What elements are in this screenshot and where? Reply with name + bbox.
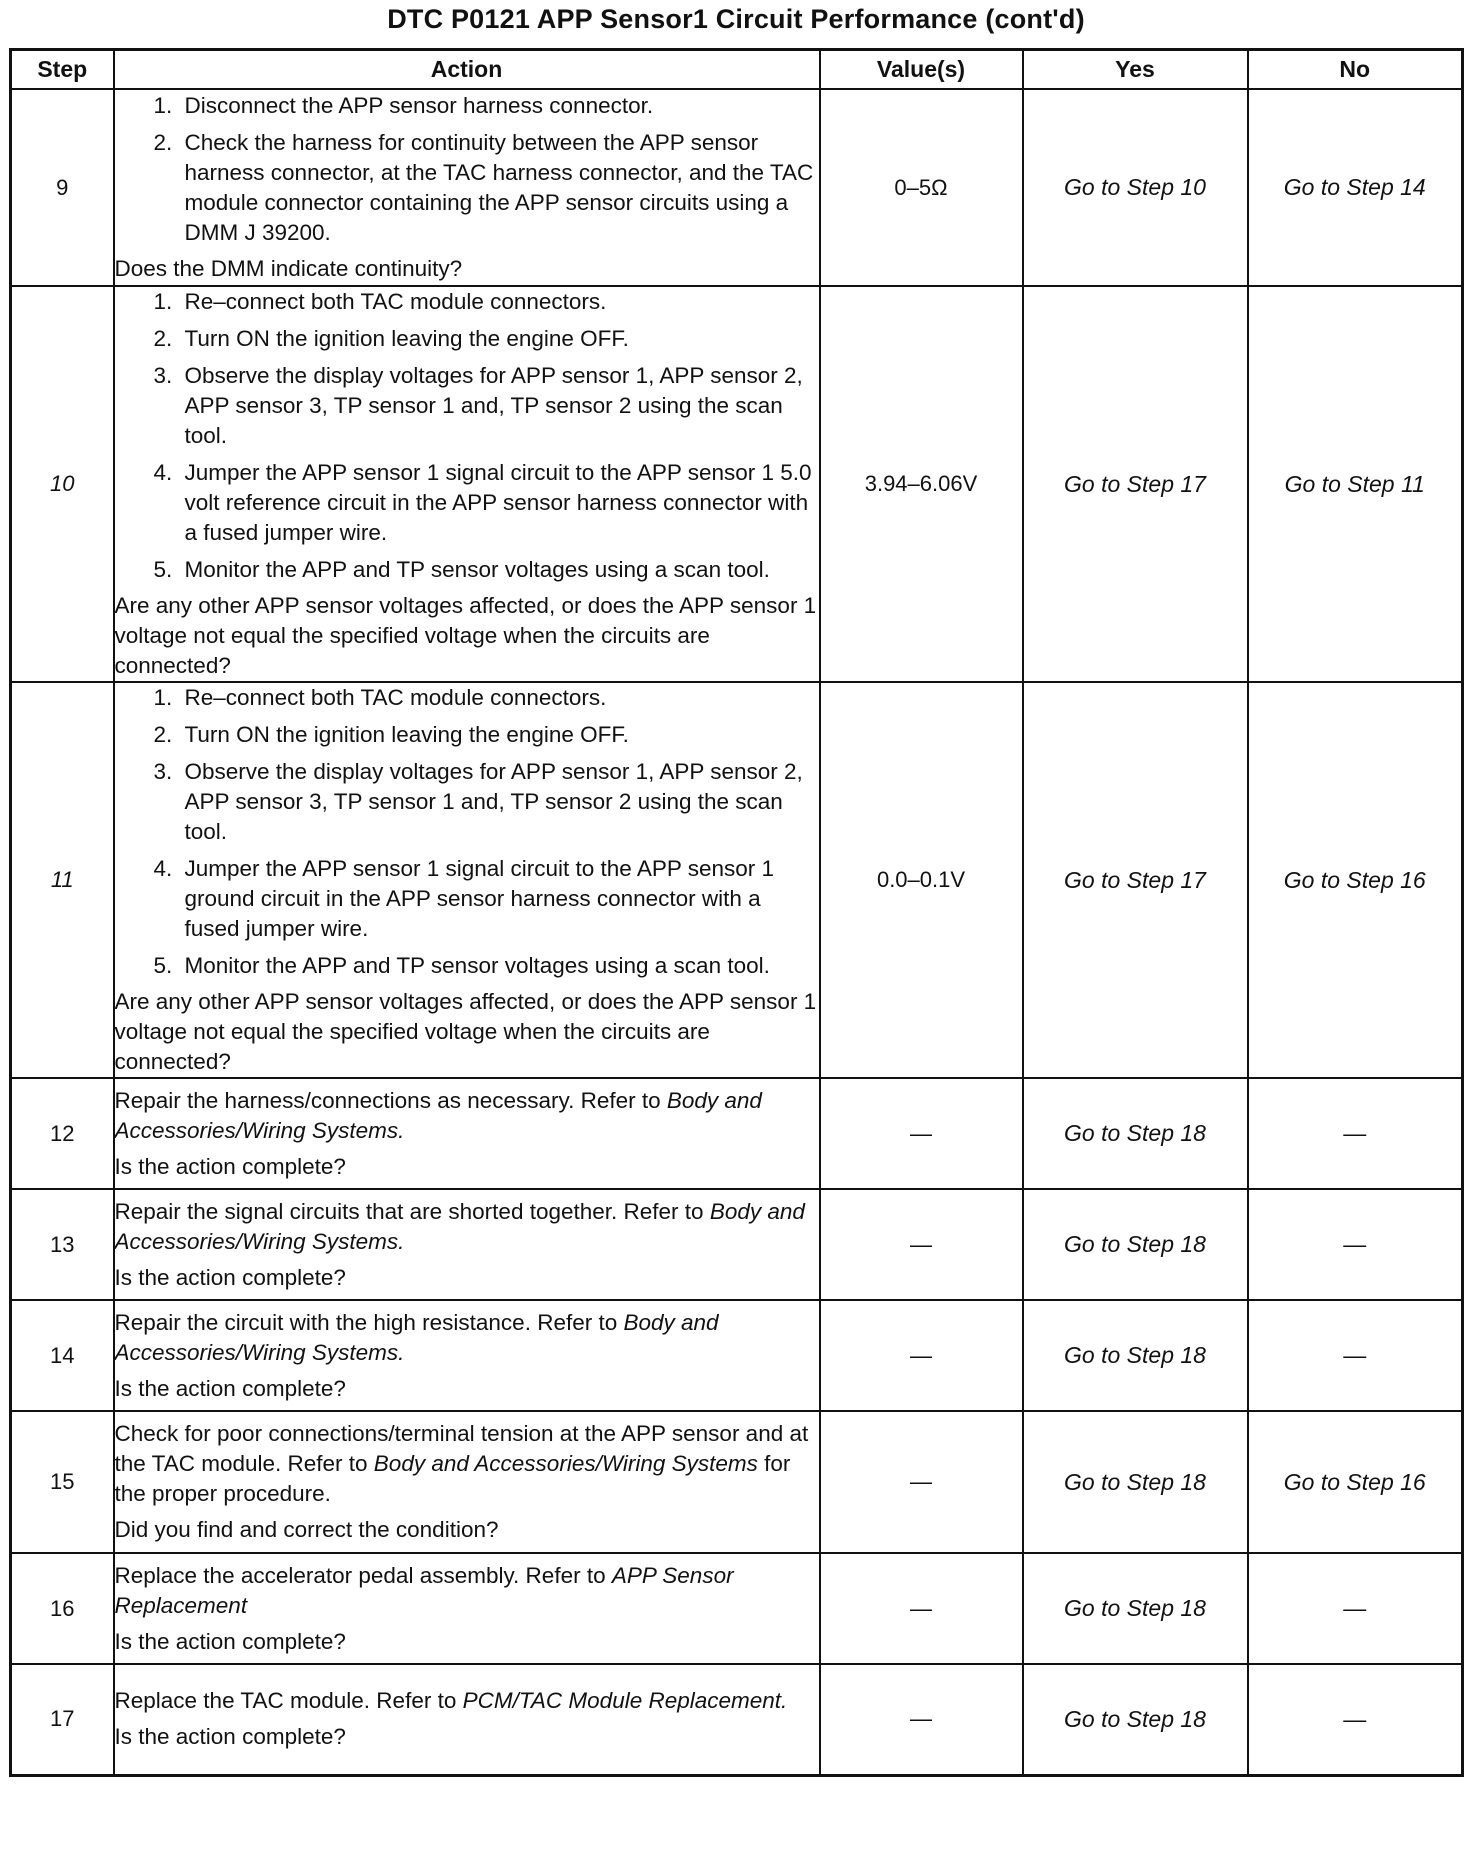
yes-cell: Go to Step 17 xyxy=(1023,682,1248,1078)
action-question: Is the action complete? xyxy=(114,1375,346,1401)
no-cell: — xyxy=(1248,1078,1463,1189)
table-row xyxy=(11,1553,1463,1664)
header-no: No xyxy=(1248,50,1463,90)
step-number: 17 xyxy=(11,1664,114,1775)
procedure-step: 3. Observe the display voltages for APP sensor 1, APP sensor 2, APP sensor 3, TP sensor 1 and, TP sensor 2 using the scan tool. xyxy=(179,361,819,451)
value-cell: — xyxy=(820,1411,1023,1553)
yes-cell: Go to Step 18 xyxy=(1023,1553,1248,1664)
no-cell: — xyxy=(1248,1553,1463,1664)
reference-link[interactable]: APP Sensor Replacement xyxy=(114,1562,734,1618)
action-question: Does the DMM indicate continuity? xyxy=(114,256,463,281)
action-text-lead: Check for poor connections/terminal tension at the APP sensor and at the TAC module. Refer to xyxy=(114,1421,809,1476)
action-question: Are any other APP sensor voltages affected, or does the APP sensor 1 voltage not equal the specified voltage when the circuits are connected? xyxy=(114,989,817,1074)
no-cell: — xyxy=(1248,1189,1463,1300)
procedure-step: 5. Monitor the APP and TP sensor voltages using a scan tool. xyxy=(179,951,819,981)
action-text xyxy=(115,1086,819,1146)
action-text xyxy=(115,1308,819,1368)
action-text xyxy=(115,1419,819,1509)
step-number: 14 xyxy=(11,1300,114,1411)
action-question: Are any other APP sensor voltages affected, or does the APP sensor 1 voltage not equal the specified voltage when the circuits are connected? xyxy=(114,593,817,678)
no-cell: Go to Step 11 xyxy=(1248,286,1463,682)
reference-link[interactable]: PCM/TAC Module Replacement. xyxy=(462,1688,788,1714)
header-step: Step xyxy=(11,50,114,90)
action-question: Is the action complete? xyxy=(114,1724,346,1750)
value-cell: — xyxy=(820,1664,1023,1775)
page-title: DTC P0121 APP Sensor1 Circuit Performance (cont'd) xyxy=(387,4,1085,34)
no-cell: — xyxy=(1248,1300,1463,1411)
action-cell xyxy=(114,1553,820,1664)
table-row xyxy=(11,1189,1463,1300)
value-cell: — xyxy=(820,1300,1023,1411)
step-number: 10 xyxy=(11,286,114,682)
action-text-tail: for the proper procedure. xyxy=(114,1451,791,1506)
table-row xyxy=(11,682,1463,1078)
action-cell xyxy=(114,1300,820,1411)
no-cell: Go to Step 14 xyxy=(1248,89,1463,286)
yes-cell: Go to Step 10 xyxy=(1023,89,1248,286)
procedure-step: 1. Disconnect the APP sensor harness connector. xyxy=(179,91,819,121)
step-number: 11 xyxy=(11,682,114,1078)
no-cell: Go to Step 16 xyxy=(1248,682,1463,1078)
step-number: 15 xyxy=(11,1411,114,1553)
value-cell: 0–5Ω xyxy=(820,89,1023,286)
action-text-lead: Repair the signal circuits that are shorted together. Refer to xyxy=(114,1198,710,1224)
action-question: Did you find and correct the condition? xyxy=(114,1517,499,1542)
action-cell xyxy=(114,682,820,1078)
table-row xyxy=(11,286,1463,682)
procedure-step: 2. Check the harness for continuity between the APP sensor harness connector, at the TAC harness connector, and the TAC module connector containing the APP sensor circuits using a DMM J 39200. xyxy=(179,128,819,248)
value-cell: — xyxy=(820,1553,1023,1664)
action-text xyxy=(115,1686,819,1716)
value-cell: — xyxy=(820,1078,1023,1189)
yes-cell: Go to Step 18 xyxy=(1023,1664,1248,1775)
yes-cell: Go to Step 18 xyxy=(1023,1189,1248,1300)
action-cell xyxy=(114,89,820,286)
reference-link[interactable]: Body and Accessories/Wiring Systems. xyxy=(114,1309,719,1365)
action-text-lead: Repair the circuit with the high resistance. Refer to xyxy=(114,1309,624,1335)
diagnostic-table xyxy=(9,48,1464,1777)
procedure-step: 4. Jumper the APP sensor 1 signal circuit to the APP sensor 1 ground circuit in the APP sensor harness connector with a fused jumper wire. xyxy=(179,854,819,944)
procedure-step: 3. Observe the display voltages for APP sensor 1, APP sensor 2, APP sensor 3, TP sensor 1 and, TP sensor 2 using the scan tool. xyxy=(179,757,819,847)
value-cell: — xyxy=(820,1189,1023,1300)
table-row xyxy=(11,89,1463,286)
table-row xyxy=(11,1411,1463,1553)
procedure-list xyxy=(115,91,819,248)
header-row xyxy=(11,50,1463,90)
action-text-lead: Repair the harness/connections as necessary. Refer to xyxy=(114,1087,667,1113)
action-text xyxy=(115,1561,819,1621)
procedure-step: 4. Jumper the APP sensor 1 signal circuit to the APP sensor 1 5.0 volt reference circuit in the APP sensor harness connector with a fused jumper wire. xyxy=(179,458,819,548)
step-number: 13 xyxy=(11,1189,114,1300)
yes-cell: Go to Step 17 xyxy=(1023,286,1248,682)
procedure-step: 5. Monitor the APP and TP sensor voltages using a scan tool. xyxy=(179,555,819,585)
procedure-list xyxy=(115,683,819,981)
header-yes: Yes xyxy=(1023,50,1248,90)
procedure-step: 2. Turn ON the ignition leaving the engine OFF. xyxy=(179,720,819,750)
reference-link[interactable]: Body and Accessories/Wiring Systems xyxy=(373,1451,758,1476)
procedure-step: 1. Re–connect both TAC module connectors. xyxy=(179,683,819,713)
action-cell xyxy=(114,286,820,682)
action-cell xyxy=(114,1189,820,1300)
step-number: 12 xyxy=(11,1078,114,1189)
no-cell: — xyxy=(1248,1664,1463,1775)
action-question: Is the action complete? xyxy=(114,1264,346,1290)
action-text-lead: Replace the accelerator pedal assembly. Refer to xyxy=(114,1562,612,1588)
yes-cell: Go to Step 18 xyxy=(1023,1300,1248,1411)
action-question: Is the action complete? xyxy=(114,1153,346,1179)
table-row xyxy=(11,1078,1463,1189)
procedure-step: 1. Re–connect both TAC module connectors. xyxy=(179,287,819,317)
reference-link[interactable]: Body and Accessories/Wiring Systems. xyxy=(114,1198,805,1254)
action-text-lead: Replace the TAC module. Refer to xyxy=(114,1688,463,1714)
reference-link[interactable]: Body and Accessories/Wiring Systems. xyxy=(114,1087,762,1143)
step-number: 16 xyxy=(11,1553,114,1664)
table-row xyxy=(11,1300,1463,1411)
header-action: Action xyxy=(114,50,820,90)
action-cell xyxy=(114,1078,820,1189)
action-text xyxy=(115,1197,819,1257)
procedure-list xyxy=(115,287,819,585)
step-number: 9 xyxy=(11,89,114,286)
value-cell: 0.0–0.1V xyxy=(820,682,1023,1078)
procedure-step: 2. Turn ON the ignition leaving the engine OFF. xyxy=(179,324,819,354)
action-question: Is the action complete? xyxy=(114,1628,346,1654)
action-cell xyxy=(114,1664,820,1775)
yes-cell: Go to Step 18 xyxy=(1023,1078,1248,1189)
action-cell xyxy=(114,1411,820,1553)
header-values: Value(s) xyxy=(820,50,1023,90)
table-row xyxy=(11,1664,1463,1775)
value-cell: 3.94–6.06V xyxy=(820,286,1023,682)
no-cell: Go to Step 16 xyxy=(1248,1411,1463,1553)
yes-cell: Go to Step 18 xyxy=(1023,1411,1248,1553)
